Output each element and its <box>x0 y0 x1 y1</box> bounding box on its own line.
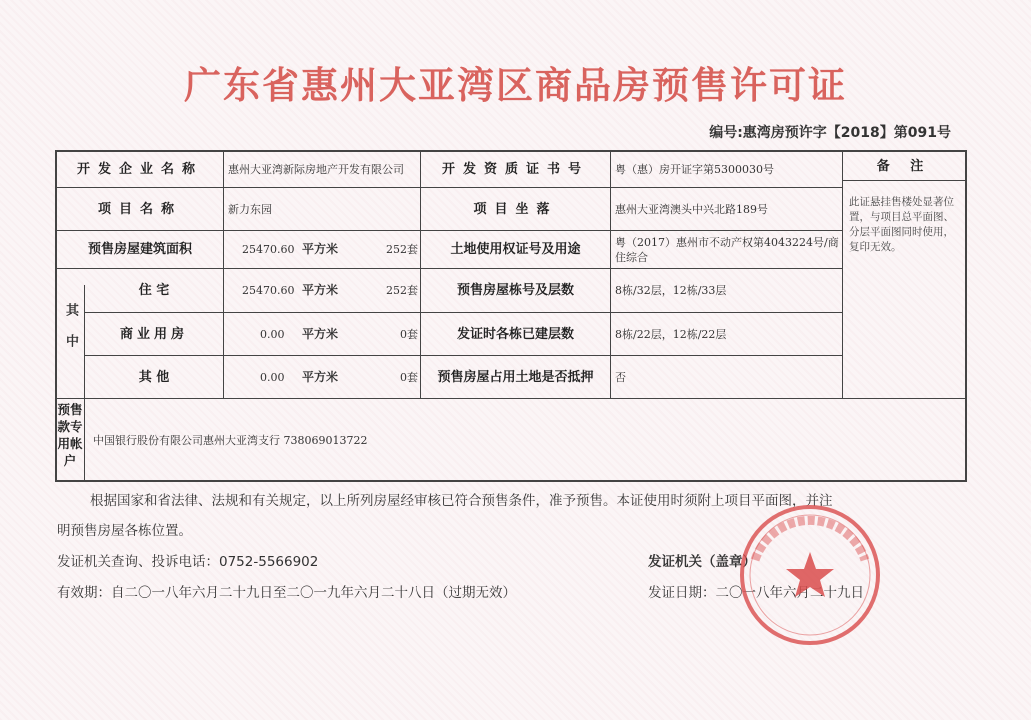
area-unit: 平方米 <box>302 326 339 341</box>
residential-label: 住 宅 <box>138 283 170 298</box>
presale-area-label: 预售房屋建筑面积 <box>87 242 192 257</box>
area-unit: 平方米 <box>302 242 339 256</box>
approval-statement-line1: 根据国家和省法律、法规和有关规定，以上所列房屋经审核已符合预售条件，准予预售。本证使用时须附上项目平面图，并注 <box>90 493 833 509</box>
remarks-label: 备 注 <box>876 158 932 174</box>
project-name-value: 新力东园 <box>228 202 272 216</box>
other-area: 0.00 <box>260 370 285 384</box>
land-cert-value: 粤（2017）惠州市不动产权第4043224号/商住综合 <box>615 235 839 264</box>
certificate-title: 广东省惠州大亚湾区商品房预售许可证 <box>184 64 847 107</box>
commercial-area: 0.00 <box>260 327 285 341</box>
project-name-label: 项目名称 <box>97 201 182 217</box>
residential-row <box>224 269 420 312</box>
presale-units: 252套 <box>386 243 418 256</box>
residential-units: 252套 <box>386 284 418 297</box>
presale-area-value: 25470.60 <box>242 243 295 256</box>
area-unit: 平方米 <box>302 283 339 297</box>
approval-statement-line2: 明预售房屋各栋位置。 <box>57 523 192 539</box>
developer-value: 惠州大亚湾新际房地产开发有限公司 <box>228 163 404 176</box>
qualification-label: 开发资质证书号 <box>441 162 589 177</box>
land-cert-label: 土地使用权证号及用途 <box>450 242 581 257</box>
residential-area: 25470.60 <box>242 284 295 297</box>
presale-area-row <box>224 231 420 268</box>
of-which-text: 其中 <box>63 302 78 365</box>
issuing-authority: 发证机关（盖章） <box>648 554 756 570</box>
built-floors-label: 发证时各栋已建层数 <box>456 326 574 342</box>
certificate-table <box>55 150 967 482</box>
bank-account-label-text: 预售款专用帐户 <box>57 402 83 468</box>
remarks-text: 此证悬挂售楼处显著位置，与项目总平面图、分层平面图同时使用，复印无效。 <box>849 196 954 253</box>
building-floors-label: 预售房屋栋号及层数 <box>456 283 574 298</box>
project-location-label: 项目坐落 <box>473 201 558 217</box>
bank-account-label <box>57 401 84 479</box>
validity-period: 有效期：自二〇一八年六月二十九日至二〇一九年六月二十八日（过期无效） <box>57 585 516 601</box>
document-number: 编号:惠湾房预许字【2018】第091号 <box>709 125 951 141</box>
qualification-value: 粤（惠）房开证字第5300030号 <box>615 163 774 176</box>
complaint-phone: 发证机关查询、投诉电话：0752-5566902 <box>57 554 319 570</box>
other-units: 0套 <box>400 370 418 384</box>
commercial-row <box>224 313 420 355</box>
building-floors-value: 8栋/32层，12栋/33层 <box>615 284 727 297</box>
of-which-label <box>57 269 84 398</box>
commercial-units: 0套 <box>400 327 418 341</box>
commercial-label: 商业用房 <box>119 326 188 342</box>
bank-account-value: 中国银行股份有限公司惠州大亚湾支行 738069013722 <box>93 433 368 447</box>
project-location-value: 惠州大亚湾澳头中兴北路189号 <box>615 202 768 216</box>
developer-label: 开发企业名称 <box>76 162 203 177</box>
mortgage-value: 否 <box>615 370 626 384</box>
official-seal-stamp <box>735 500 885 650</box>
built-floors-value: 8栋/22层，12栋/22层 <box>615 327 727 341</box>
other-row <box>224 356 420 398</box>
mortgage-label: 预售房屋占用土地是否抵押 <box>437 369 594 385</box>
issue-date: 发证日期：二〇一八年六月二十九日 <box>648 585 864 601</box>
area-unit: 平方米 <box>302 369 339 384</box>
other-label: 其 他 <box>138 369 170 385</box>
